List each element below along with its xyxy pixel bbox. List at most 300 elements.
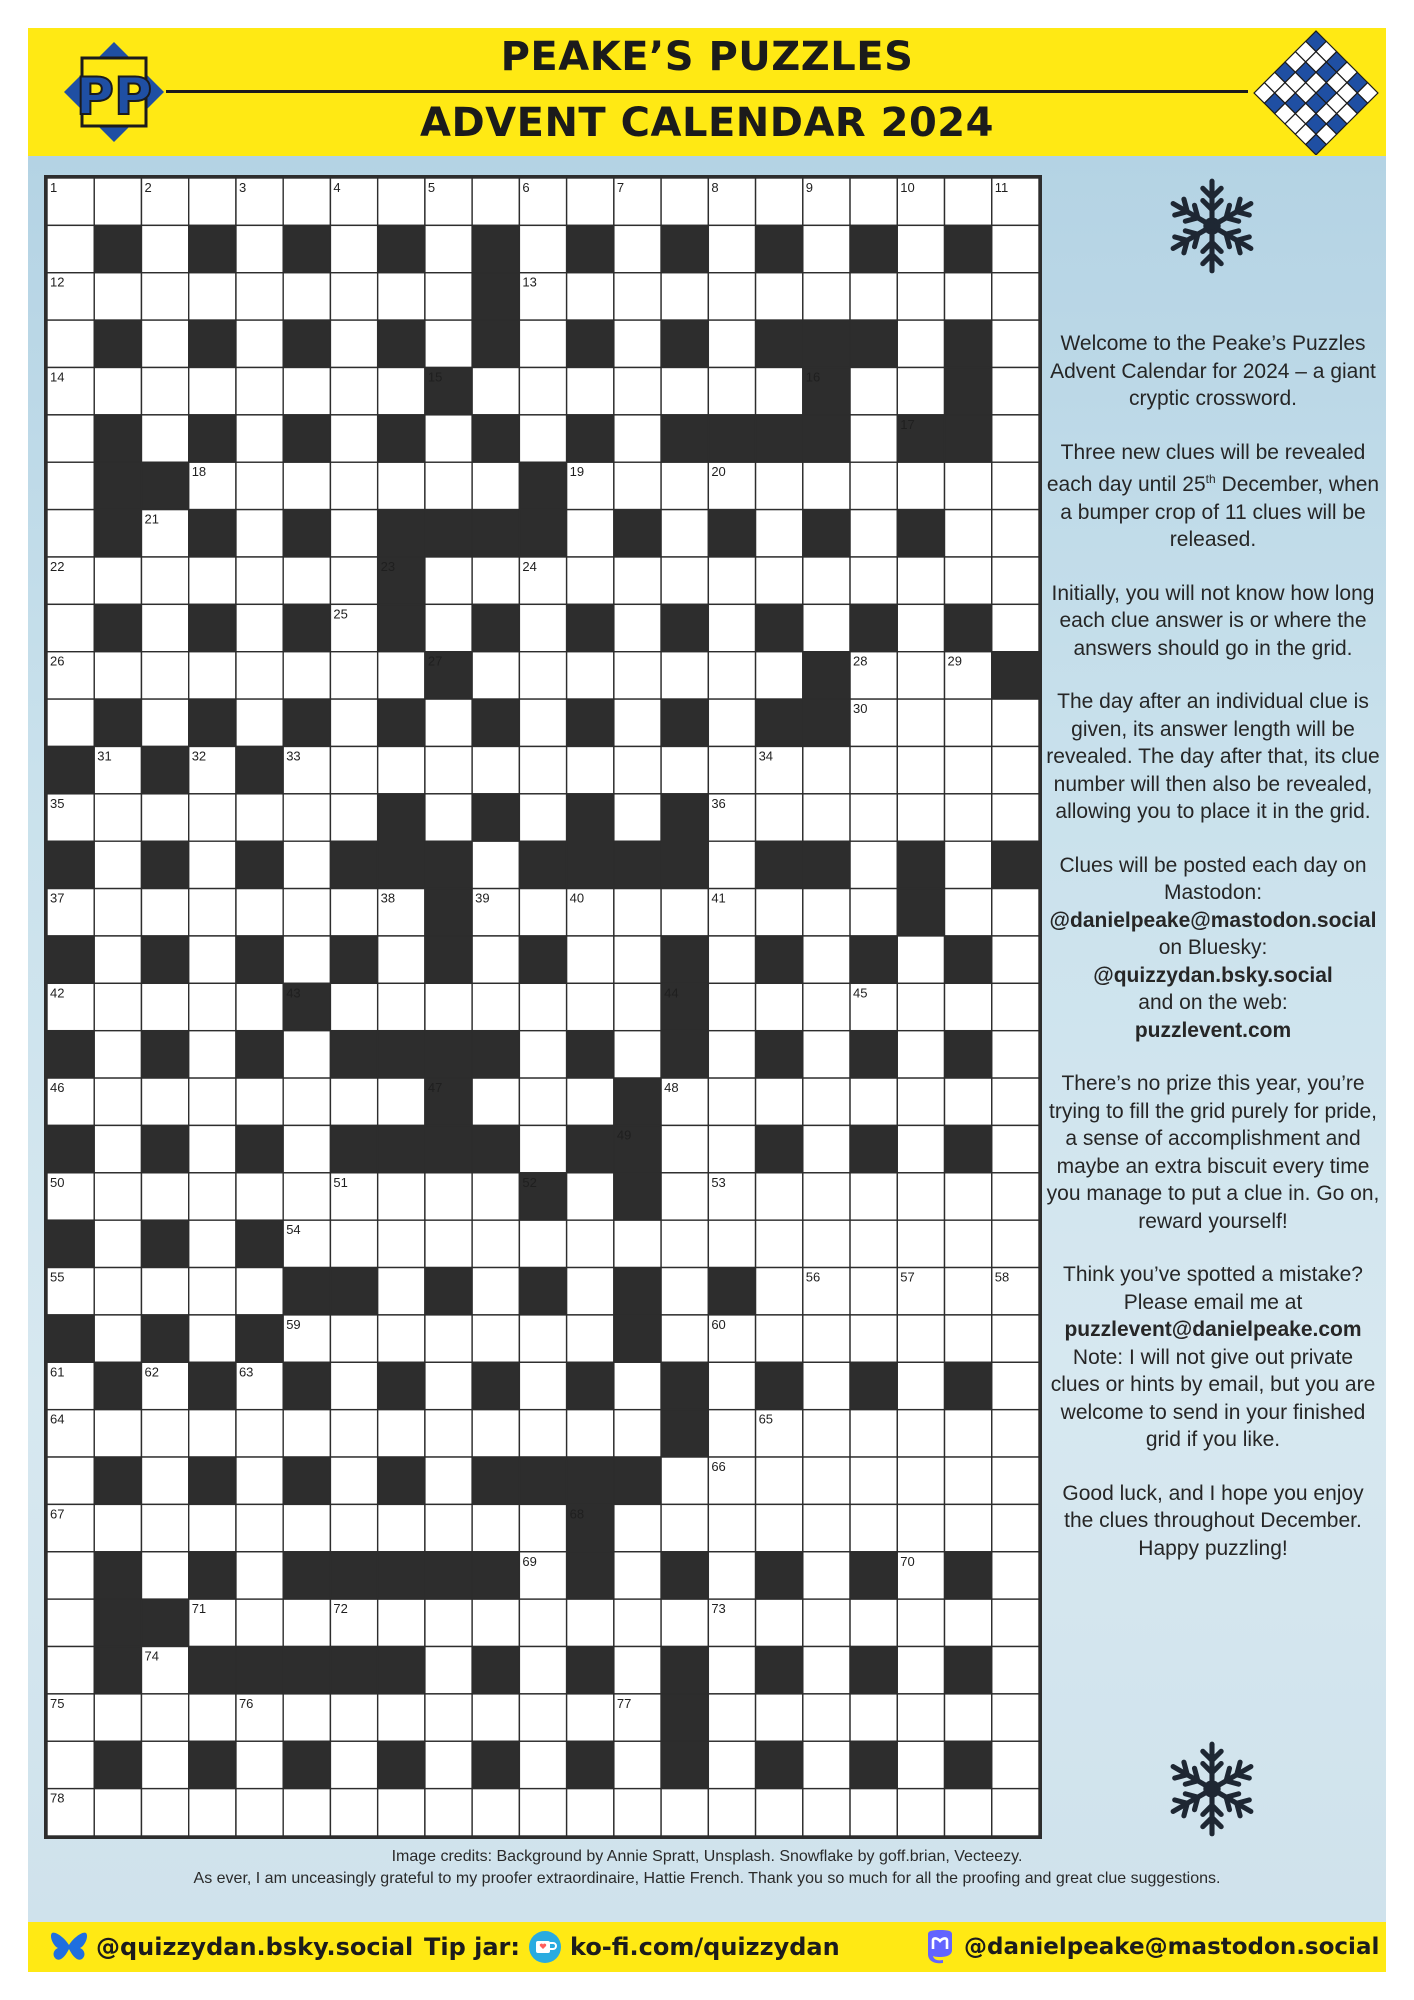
grid-cell[interactable] (945, 1789, 992, 1836)
grid-cell[interactable] (425, 320, 472, 367)
grid-cell[interactable] (472, 178, 519, 225)
mastodon-link[interactable]: @danielpeake@mastodon.social (1049, 908, 1377, 932)
grid-cell[interactable] (992, 746, 1039, 793)
grid-cell[interactable] (708, 225, 755, 272)
grid-cell[interactable] (945, 983, 992, 1030)
grid-cell[interactable] (614, 794, 661, 841)
grid-cell[interactable] (850, 462, 897, 509)
grid-cell[interactable] (708, 367, 755, 414)
grid-cell[interactable] (945, 1410, 992, 1457)
grid-cell[interactable] (378, 1410, 425, 1457)
grid-cell[interactable] (803, 1125, 850, 1172)
grid-cell[interactable] (614, 1504, 661, 1551)
grid-cell[interactable] (283, 1694, 330, 1741)
grid-cell[interactable] (519, 746, 566, 793)
grid-cell[interactable] (708, 652, 755, 699)
grid-cell[interactable] (425, 1410, 472, 1457)
grid-cell[interactable] (897, 699, 944, 746)
grid-cell[interactable] (425, 1599, 472, 1646)
grid-cell[interactable] (897, 1315, 944, 1362)
grid-cell[interactable] (330, 1457, 377, 1504)
grid-cell[interactable] (850, 1078, 897, 1125)
grid-cell[interactable] (992, 557, 1039, 604)
grid-cell[interactable] (425, 1789, 472, 1836)
grid-cell[interactable] (756, 983, 803, 1030)
grid-cell[interactable] (567, 557, 614, 604)
grid-cell[interactable] (850, 1457, 897, 1504)
grid-cell[interactable] (614, 1410, 661, 1457)
grid-cell[interactable] (330, 1410, 377, 1457)
grid-cell[interactable] (897, 1362, 944, 1409)
grid-cell[interactable] (661, 652, 708, 699)
grid-cell[interactable] (472, 1315, 519, 1362)
tip-jar[interactable] (424, 1930, 840, 1964)
grid-cell[interactable] (425, 699, 472, 746)
grid-cell[interactable] (283, 557, 330, 604)
grid-cell[interactable] (708, 1362, 755, 1409)
grid-cell[interactable] (141, 1552, 188, 1599)
grid-cell[interactable] (425, 1315, 472, 1362)
grid-cell[interactable] (283, 1125, 330, 1172)
email-link[interactable]: puzzlevent@danielpeake.com (1064, 1318, 1362, 1341)
grid-cell[interactable] (897, 557, 944, 604)
grid-cell[interactable] (567, 1268, 614, 1315)
grid-cell[interactable] (992, 1789, 1039, 1836)
grid-cell[interactable] (708, 1552, 755, 1599)
grid-cell[interactable] (189, 1504, 236, 1551)
grid-cell[interactable] (94, 1410, 141, 1457)
grid-cell[interactable] (236, 983, 283, 1030)
grid-cell[interactable] (756, 178, 803, 225)
grid-cell[interactable] (756, 273, 803, 320)
grid-cell[interactable] (614, 1552, 661, 1599)
grid-cell[interactable] (189, 1031, 236, 1078)
grid-cell[interactable] (425, 1362, 472, 1409)
grid-cell[interactable] (567, 1078, 614, 1125)
grid-cell[interactable] (378, 178, 425, 225)
grid-cell[interactable] (425, 1741, 472, 1788)
grid-cell[interactable] (897, 1031, 944, 1078)
bluesky-footer-link[interactable] (50, 1930, 413, 1964)
grid-cell[interactable] (945, 1220, 992, 1267)
grid-cell[interactable] (425, 746, 472, 793)
grid-cell[interactable] (614, 1031, 661, 1078)
grid-cell[interactable] (94, 1031, 141, 1078)
grid-cell[interactable] (378, 1268, 425, 1315)
grid-cell[interactable] (945, 889, 992, 936)
grid-cell[interactable] (425, 557, 472, 604)
grid-cell[interactable] (897, 794, 944, 841)
grid-cell[interactable] (378, 462, 425, 509)
grid-cell[interactable] (425, 604, 472, 651)
grid-cell[interactable] (330, 699, 377, 746)
grid-cell[interactable] (850, 1410, 897, 1457)
grid-cell[interactable] (472, 462, 519, 509)
grid-cell[interactable] (94, 889, 141, 936)
grid-cell[interactable] (47, 415, 94, 462)
grid-cell[interactable] (614, 889, 661, 936)
grid-cell[interactable] (378, 1694, 425, 1741)
grid-cell[interactable] (803, 1504, 850, 1551)
grid-cell[interactable] (992, 1173, 1039, 1220)
grid-cell[interactable] (850, 510, 897, 557)
grid-cell[interactable] (897, 1504, 944, 1551)
grid-cell[interactable] (756, 1457, 803, 1504)
grid-cell[interactable] (708, 1789, 755, 1836)
grid-cell[interactable] (803, 1647, 850, 1694)
grid-cell[interactable] (472, 1599, 519, 1646)
grid-cell[interactable] (803, 1599, 850, 1646)
grid-cell[interactable] (803, 273, 850, 320)
grid-cell[interactable] (330, 1078, 377, 1125)
grid-cell[interactable] (94, 557, 141, 604)
grid-cell[interactable] (47, 1741, 94, 1788)
grid-cell[interactable] (945, 699, 992, 746)
grid-cell[interactable] (614, 699, 661, 746)
grid-cell[interactable] (567, 510, 614, 557)
grid-cell[interactable] (425, 983, 472, 1030)
grid-cell[interactable] (756, 462, 803, 509)
grid-cell[interactable] (661, 1599, 708, 1646)
grid-cell[interactable] (378, 1078, 425, 1125)
grid-cell[interactable] (945, 794, 992, 841)
grid-cell[interactable] (992, 889, 1039, 936)
grid-cell[interactable] (992, 604, 1039, 651)
grid-cell[interactable] (850, 1173, 897, 1220)
grid-cell[interactable] (47, 462, 94, 509)
grid-cell[interactable] (614, 320, 661, 367)
grid-cell[interactable] (472, 1504, 519, 1551)
grid-cell[interactable] (661, 510, 708, 557)
grid-cell[interactable] (803, 1315, 850, 1362)
bluesky-link[interactable]: @quizzydan.bsky.social (1093, 963, 1333, 987)
grid-cell[interactable] (661, 367, 708, 414)
grid-cell[interactable] (803, 794, 850, 841)
grid-cell[interactable] (47, 604, 94, 651)
grid-cell[interactable] (141, 1078, 188, 1125)
grid-cell[interactable] (519, 1694, 566, 1741)
grid-cell[interactable] (614, 1599, 661, 1646)
grid-cell[interactable] (283, 462, 330, 509)
grid-cell[interactable] (236, 699, 283, 746)
grid-cell[interactable] (519, 1504, 566, 1551)
grid-cell[interactable] (236, 889, 283, 936)
grid-cell[interactable] (283, 1504, 330, 1551)
grid-cell[interactable] (803, 1410, 850, 1457)
grid-cell[interactable] (992, 936, 1039, 983)
grid-cell[interactable] (897, 1220, 944, 1267)
grid-cell[interactable] (567, 983, 614, 1030)
grid-cell[interactable] (992, 1220, 1039, 1267)
grid-cell[interactable] (236, 225, 283, 272)
grid-cell[interactable] (897, 1173, 944, 1220)
grid-cell[interactable] (661, 889, 708, 936)
grid-cell[interactable] (519, 1741, 566, 1788)
grid-cell[interactable] (708, 983, 755, 1030)
grid-cell[interactable] (614, 746, 661, 793)
grid-cell[interactable] (803, 1362, 850, 1409)
grid-cell[interactable] (803, 936, 850, 983)
grid-cell[interactable] (992, 415, 1039, 462)
grid-cell[interactable] (141, 1268, 188, 1315)
grid-cell[interactable] (330, 273, 377, 320)
grid-cell[interactable] (472, 983, 519, 1030)
grid-cell[interactable] (661, 1457, 708, 1504)
grid-cell[interactable] (850, 746, 897, 793)
grid-cell[interactable] (47, 1647, 94, 1694)
grid-cell[interactable] (756, 1220, 803, 1267)
grid-cell[interactable] (283, 367, 330, 414)
grid-cell[interactable] (567, 367, 614, 414)
grid-cell[interactable] (330, 1315, 377, 1362)
grid-cell[interactable] (567, 1410, 614, 1457)
grid-cell[interactable] (708, 1741, 755, 1788)
grid-cell[interactable] (47, 1552, 94, 1599)
grid-cell[interactable] (94, 983, 141, 1030)
grid-cell[interactable] (567, 936, 614, 983)
grid-cell[interactable] (803, 1694, 850, 1741)
grid-cell[interactable] (472, 936, 519, 983)
grid-cell[interactable] (661, 1789, 708, 1836)
grid-cell[interactable] (803, 746, 850, 793)
grid-cell[interactable] (945, 510, 992, 557)
grid-cell[interactable] (236, 320, 283, 367)
grid-cell[interactable] (897, 462, 944, 509)
grid-cell[interactable] (803, 1078, 850, 1125)
grid-cell[interactable] (992, 1599, 1039, 1646)
grid-cell[interactable] (378, 746, 425, 793)
grid-cell[interactable] (945, 462, 992, 509)
grid-cell[interactable] (850, 1315, 897, 1362)
grid-cell[interactable] (378, 367, 425, 414)
grid-cell[interactable] (236, 1173, 283, 1220)
grid-cell[interactable] (614, 1741, 661, 1788)
grid-cell[interactable] (897, 273, 944, 320)
grid-cell[interactable] (425, 1457, 472, 1504)
grid-cell[interactable] (425, 462, 472, 509)
grid-cell[interactable] (519, 367, 566, 414)
grid-cell[interactable] (189, 652, 236, 699)
grid-cell[interactable] (897, 1457, 944, 1504)
grid-cell[interactable] (661, 1315, 708, 1362)
grid-cell[interactable] (283, 889, 330, 936)
grid-cell[interactable] (378, 1315, 425, 1362)
grid-cell[interactable] (330, 415, 377, 462)
grid-cell[interactable] (803, 225, 850, 272)
grid-cell[interactable] (189, 178, 236, 225)
grid-cell[interactable] (236, 1599, 283, 1646)
grid-cell[interactable] (756, 1173, 803, 1220)
grid-cell[interactable] (945, 1268, 992, 1315)
grid-cell[interactable] (756, 794, 803, 841)
grid-cell[interactable] (378, 983, 425, 1030)
grid-cell[interactable] (897, 746, 944, 793)
grid-cell[interactable] (567, 1220, 614, 1267)
grid-cell[interactable] (519, 1789, 566, 1836)
grid-cell[interactable] (567, 1789, 614, 1836)
grid-cell[interactable] (992, 1552, 1039, 1599)
grid-cell[interactable] (661, 1504, 708, 1551)
grid-cell[interactable] (472, 1173, 519, 1220)
grid-cell[interactable] (189, 1125, 236, 1172)
grid-cell[interactable] (47, 1457, 94, 1504)
grid-cell[interactable] (567, 1315, 614, 1362)
grid-cell[interactable] (803, 983, 850, 1030)
grid-cell[interactable] (141, 1694, 188, 1741)
grid-cell[interactable] (425, 1647, 472, 1694)
grid-cell[interactable] (189, 1315, 236, 1362)
grid-cell[interactable] (189, 1078, 236, 1125)
grid-cell[interactable] (945, 841, 992, 888)
grid-cell[interactable] (897, 1741, 944, 1788)
grid-cell[interactable] (708, 1410, 755, 1457)
grid-cell[interactable] (94, 1125, 141, 1172)
grid-cell[interactable] (661, 178, 708, 225)
grid-cell[interactable] (992, 1694, 1039, 1741)
grid-cell[interactable] (519, 1362, 566, 1409)
grid-cell[interactable] (803, 1457, 850, 1504)
grid-cell[interactable] (567, 746, 614, 793)
grid-cell[interactable] (519, 889, 566, 936)
grid-cell[interactable] (330, 1504, 377, 1551)
grid-cell[interactable] (708, 1031, 755, 1078)
grid-cell[interactable] (992, 699, 1039, 746)
grid-cell[interactable] (567, 1173, 614, 1220)
grid-cell[interactable] (945, 1457, 992, 1504)
grid-cell[interactable] (94, 794, 141, 841)
grid-cell[interactable] (756, 1599, 803, 1646)
grid-cell[interactable] (236, 415, 283, 462)
grid-cell[interactable] (803, 1741, 850, 1788)
grid-cell[interactable] (141, 983, 188, 1030)
grid-cell[interactable] (661, 273, 708, 320)
grid-cell[interactable] (945, 557, 992, 604)
grid-cell[interactable] (756, 1315, 803, 1362)
grid-cell[interactable] (330, 557, 377, 604)
grid-cell[interactable] (94, 1220, 141, 1267)
grid-cell[interactable] (94, 1268, 141, 1315)
grid-cell[interactable] (897, 983, 944, 1030)
grid-cell[interactable] (330, 746, 377, 793)
grid-cell[interactable] (283, 794, 330, 841)
grid-cell[interactable] (708, 1220, 755, 1267)
grid-cell[interactable] (330, 367, 377, 414)
grid-cell[interactable] (472, 1789, 519, 1836)
grid-cell[interactable] (330, 1362, 377, 1409)
grid-cell[interactable] (708, 936, 755, 983)
grid-cell[interactable] (945, 1599, 992, 1646)
grid-cell[interactable] (519, 983, 566, 1030)
grid-cell[interactable] (614, 225, 661, 272)
grid-cell[interactable] (992, 273, 1039, 320)
grid-cell[interactable] (189, 273, 236, 320)
grid-cell[interactable] (708, 1647, 755, 1694)
grid-cell[interactable] (519, 1125, 566, 1172)
grid-cell[interactable] (756, 510, 803, 557)
grid-cell[interactable] (756, 1078, 803, 1125)
grid-cell[interactable] (945, 746, 992, 793)
grid-cell[interactable] (283, 1789, 330, 1836)
grid-cell[interactable] (330, 1741, 377, 1788)
grid-cell[interactable] (283, 652, 330, 699)
grid-cell[interactable] (472, 1694, 519, 1741)
grid-cell[interactable] (330, 1789, 377, 1836)
grid-cell[interactable] (519, 1031, 566, 1078)
grid-cell[interactable] (189, 1789, 236, 1836)
grid-cell[interactable] (992, 1031, 1039, 1078)
grid-cell[interactable] (519, 320, 566, 367)
grid-cell[interactable] (472, 746, 519, 793)
grid-cell[interactable] (94, 841, 141, 888)
grid-cell[interactable] (425, 1504, 472, 1551)
grid-cell[interactable] (236, 510, 283, 557)
grid-cell[interactable] (661, 1173, 708, 1220)
grid-cell[interactable] (94, 1173, 141, 1220)
grid-cell[interactable] (141, 1173, 188, 1220)
grid-cell[interactable] (614, 415, 661, 462)
grid-cell[interactable] (330, 1694, 377, 1741)
grid-cell[interactable] (141, 1410, 188, 1457)
grid-cell[interactable] (472, 1078, 519, 1125)
grid-cell[interactable] (661, 1220, 708, 1267)
grid-cell[interactable] (992, 1741, 1039, 1788)
grid-cell[interactable] (850, 1220, 897, 1267)
grid-cell[interactable] (945, 273, 992, 320)
grid-cell[interactable] (897, 1647, 944, 1694)
grid-cell[interactable] (283, 1410, 330, 1457)
grid-cell[interactable] (141, 1789, 188, 1836)
grid-cell[interactable] (330, 889, 377, 936)
grid-cell[interactable] (803, 1220, 850, 1267)
grid-cell[interactable] (378, 1789, 425, 1836)
grid-cell[interactable] (756, 1789, 803, 1836)
grid-cell[interactable] (236, 794, 283, 841)
grid-cell[interactable] (850, 1789, 897, 1836)
grid-cell[interactable] (708, 1504, 755, 1551)
grid-cell[interactable] (189, 367, 236, 414)
grid-cell[interactable] (567, 652, 614, 699)
grid-cell[interactable] (378, 1220, 425, 1267)
grid-cell[interactable] (236, 1741, 283, 1788)
grid-cell[interactable] (330, 510, 377, 557)
grid-cell[interactable] (708, 1078, 755, 1125)
grid-cell[interactable] (236, 652, 283, 699)
grid-cell[interactable] (661, 557, 708, 604)
grid-cell[interactable] (850, 1504, 897, 1551)
grid-cell[interactable] (992, 367, 1039, 414)
grid-cell[interactable] (472, 652, 519, 699)
grid-cell[interactable] (992, 320, 1039, 367)
grid-cell[interactable] (708, 1694, 755, 1741)
grid-cell[interactable] (803, 557, 850, 604)
grid-cell[interactable] (756, 557, 803, 604)
grid-cell[interactable] (47, 1599, 94, 1646)
grid-cell[interactable] (897, 652, 944, 699)
grid-cell[interactable] (141, 367, 188, 414)
grid-cell[interactable] (425, 273, 472, 320)
grid-cell[interactable] (614, 652, 661, 699)
grid-cell[interactable] (283, 1173, 330, 1220)
grid-cell[interactable] (472, 841, 519, 888)
grid-cell[interactable] (94, 1315, 141, 1362)
grid-cell[interactable] (236, 1457, 283, 1504)
grid-cell[interactable] (897, 320, 944, 367)
grid-cell[interactable] (850, 273, 897, 320)
grid-cell[interactable] (189, 794, 236, 841)
grid-cell[interactable] (614, 1647, 661, 1694)
grid-cell[interactable] (614, 936, 661, 983)
grid-cell[interactable] (614, 367, 661, 414)
